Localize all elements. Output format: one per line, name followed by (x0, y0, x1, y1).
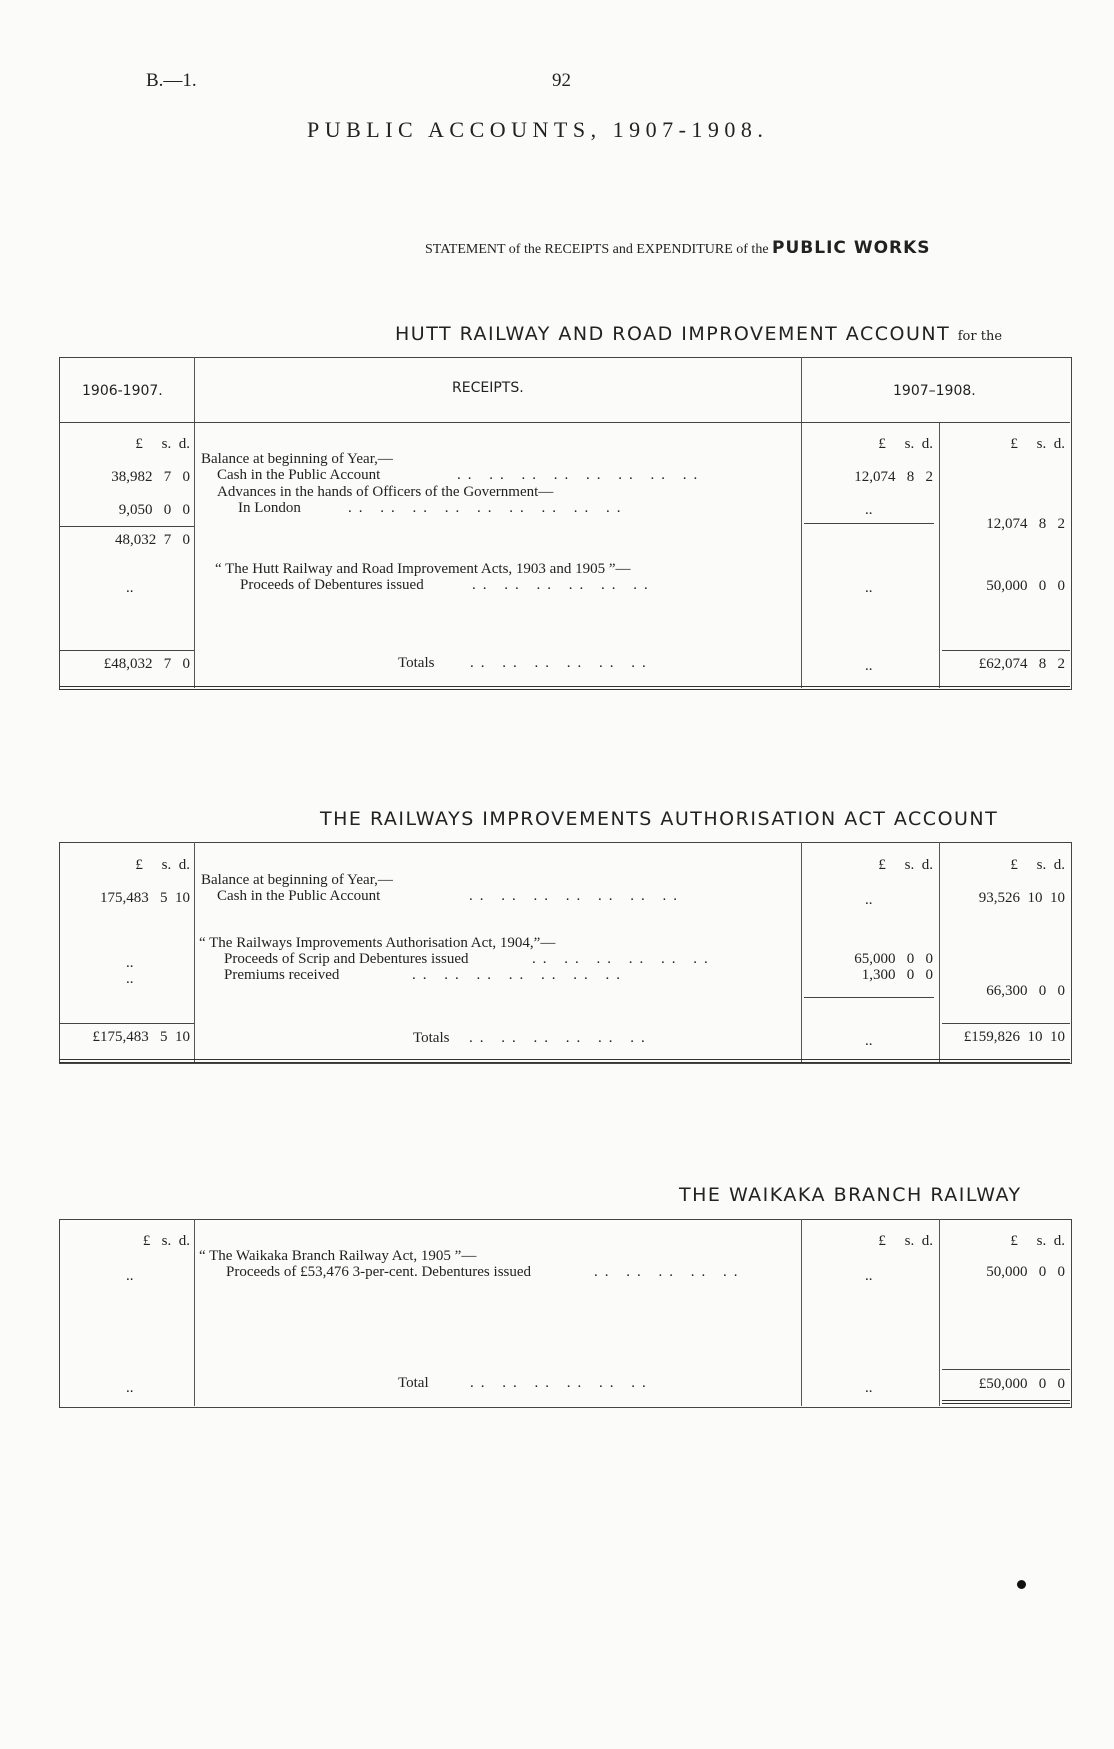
proceeds-1907-1908-b: 50,000 0 0 (986, 1264, 1065, 1280)
unit-header: £ s. d. (1010, 436, 1065, 452)
totals-1907-1908-b: £159,826 10 10 (963, 1029, 1065, 1045)
proceeds-1907-1908-b: 50,000 0 0 (986, 578, 1065, 594)
railways-account-title: THE RAILWAYS IMPROVEMENTS AUTHORISATION ACT ACCOUNT (320, 808, 999, 830)
row-label: Proceeds of Debentures issued .. .. .. .. .. .. (240, 577, 655, 593)
premiums-1907-1908: 1,300 0 0 (861, 967, 933, 983)
column-year-1907-1908: 1907–1908. (893, 383, 976, 399)
statement-bold-title: PUBLIC WORKS (772, 238, 931, 258)
subtotal-1907-1908: 12,074 8 2 (986, 516, 1065, 532)
totals-label: Totals .. .. .. .. .. .. (413, 1030, 652, 1046)
cash-1907-1908-a: .. (865, 892, 873, 908)
document-reference: B.—1. (146, 70, 197, 91)
statement-heading (425, 238, 931, 258)
cash-1906-1907: 38,982 7 0 (111, 469, 190, 485)
unit-header: £ s. d. (878, 436, 933, 452)
cash-1907-1908: 12,074 8 2 (854, 469, 933, 485)
cash-1907-1908-b: 93,526 10 10 (978, 890, 1065, 906)
row-label: Cash in the Public Account .. .. .. .. .. .. .. (217, 888, 684, 904)
proceeds-1907-1908-a: .. (865, 580, 873, 596)
act-heading: “ The Railways Improvements Authorisation Act, 1904,”— (199, 935, 556, 951)
page-number: 92 (552, 70, 571, 91)
row-label: Cash in the Public Account .. .. .. .. .. .. .. .. (217, 467, 705, 483)
page-title: PUBLIC ACCOUNTS, 1907-1908. (307, 117, 769, 142)
proceeds-1907-1908-a: .. (865, 1268, 873, 1284)
unit-header: £ s. d. (135, 857, 190, 873)
unit-header: £ s. d. (142, 1233, 190, 1249)
totals-label: Totals .. .. .. .. .. .. (398, 655, 653, 671)
acts-heading: “ The Hutt Railway and Road Improvement Acts, 1903 and 1905 ”— (215, 561, 631, 577)
totals-1906-1907: £48,032 7 0 (103, 656, 190, 672)
proceeds-1906-1907: .. (126, 1268, 134, 1284)
premiums-1906-1907: .. (126, 971, 134, 987)
london-1907-1908: .. (865, 502, 873, 518)
row-label: Proceeds of Scrip and Debentures issued .. .. .. .. .. .. (224, 951, 715, 967)
balance-heading: Balance at beginning of Year,— (201, 451, 393, 467)
row-label: Proceeds of £53,476 3-per-cent. Debentures issued .. .. .. .. .. (226, 1264, 745, 1280)
ink-dot (1017, 1580, 1026, 1589)
column-year-1906-1907: 1906-1907. (82, 383, 163, 399)
statement-prefix: STATEMENT of the RECEIPTS and EXPENDITURE of the (425, 242, 769, 257)
unit-header: £ s. d. (878, 1233, 933, 1249)
scrip-1907-1908: 65,000 0 0 (854, 951, 933, 967)
row-label: Premiums received .. .. .. .. .. .. .. (224, 967, 627, 983)
row-label: In London .. .. .. .. .. .. .. .. .. (238, 500, 628, 516)
subtotal-1906-1907: 48,032 7 0 (115, 532, 190, 548)
totals-1907-1908-a: .. (865, 658, 873, 674)
cash-1906-1907: 175,483 5 10 (100, 890, 190, 906)
column-receipts: RECEIPTS. (452, 380, 524, 396)
totals-1906-1907: £175,483 5 10 (92, 1029, 190, 1045)
total-1907-1908-b: £50,000 0 0 (978, 1376, 1065, 1392)
advances-heading: Advances in the hands of Officers of the Government— (217, 484, 554, 500)
london-1906-1907: 9,050 0 0 (118, 502, 190, 518)
scrip-1906-1907: .. (126, 955, 134, 971)
unit-header: £ s. d. (135, 436, 190, 452)
waikaka-title: THE WAIKAKA BRANCH RAILWAY (679, 1184, 1022, 1206)
total-1906-1907: .. (126, 1380, 134, 1396)
act-heading: “ The Waikaka Branch Railway Act, 1905 ”— (199, 1248, 477, 1264)
hutt-account-title: HUTT RAILWAY AND ROAD IMPROVEMENT ACCOUNT for the (395, 323, 1003, 345)
totals-1907-1908-a: .. (865, 1033, 873, 1049)
total-1907-1908-a: .. (865, 1380, 873, 1396)
unit-header: £ s. d. (1010, 1233, 1065, 1249)
balance-heading: Balance at beginning of Year,— (201, 872, 393, 888)
totals-1907-1908-b: £62,074 8 2 (978, 656, 1065, 672)
unit-header: £ s. d. (878, 857, 933, 873)
proceeds-1906-1907: .. (126, 580, 134, 596)
subtotal-1907-1908: 66,300 0 0 (986, 983, 1065, 999)
unit-header: £ s. d. (1010, 857, 1065, 873)
total-label: Total .. .. .. .. .. .. (398, 1375, 653, 1391)
